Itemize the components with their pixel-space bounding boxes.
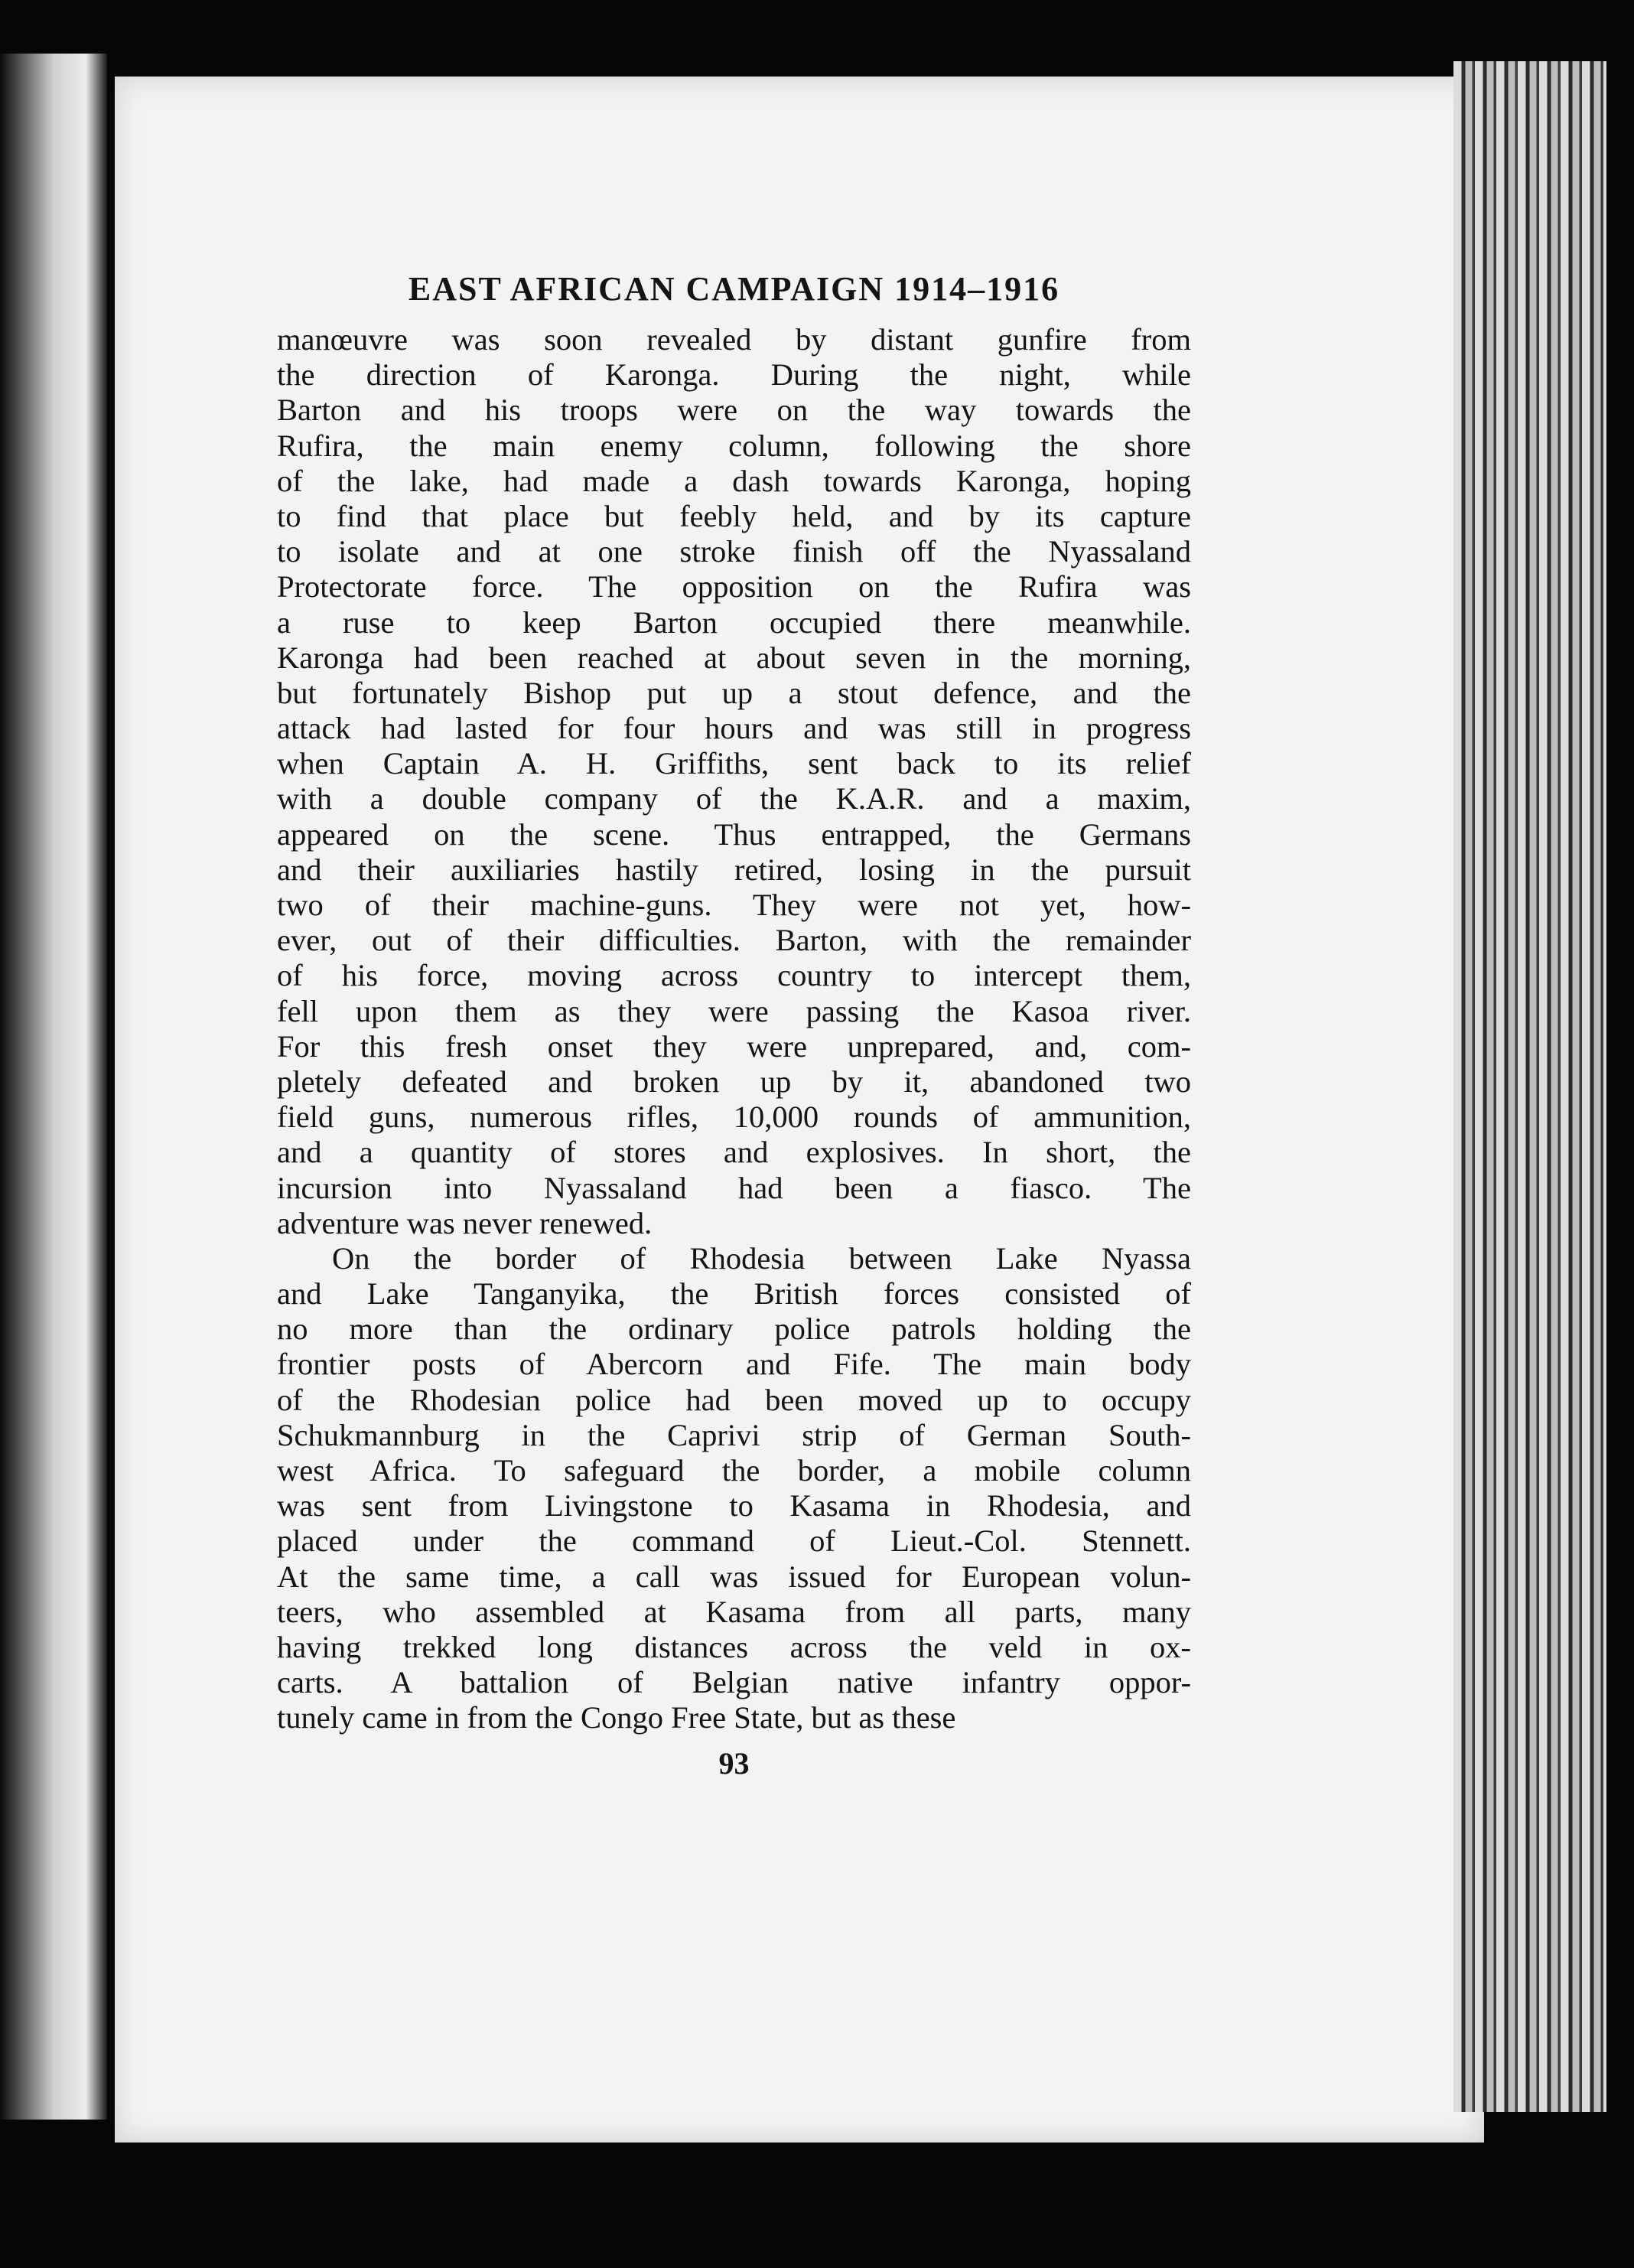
text-line: of the lake, had made a dash towards Karonga, hoping bbox=[277, 463, 1191, 498]
text-line: placed under the command of Lieut.-Col. Stennett. bbox=[277, 1523, 1191, 1559]
text-line: ever, out of their difficulties. Barton, with the remainder bbox=[277, 923, 1191, 958]
text-line: On the border of Rhodesia between Lake Nyassa bbox=[332, 1240, 1191, 1276]
text-line: to isolate and at one stroke finish off the Nyassaland bbox=[277, 534, 1191, 569]
previous-page-edge bbox=[0, 54, 107, 2120]
text-line: two of their machine-guns. They were not yet, how- bbox=[277, 888, 1191, 922]
text-line: the direction of Karonga. During the night, while bbox=[277, 357, 1191, 393]
text-line: Protectorate force. The opposition on the Rufira was bbox=[277, 569, 1191, 604]
text-line: carts. A battalion of Belgian native infantry oppor- bbox=[277, 1665, 1191, 1700]
page-text-block bbox=[277, 269, 1191, 1781]
text-line: tunely came in from the Congo Free State, but as these bbox=[277, 1700, 956, 1735]
text-line: of his force, moving across country to intercept them, bbox=[277, 958, 1191, 993]
running-head: EAST AFRICAN CAMPAIGN 1914–1916 bbox=[408, 270, 1060, 308]
text-line: and their auxiliaries hastily retired, losing in the pursuit bbox=[277, 852, 1191, 887]
text-line: frontier posts of Abercorn and Fife. The main body bbox=[277, 1347, 1191, 1382]
text-line: appeared on the scene. Thus entrapped, the Germans bbox=[277, 816, 1191, 852]
text-line: west Africa. To safeguard the border, a mobile column bbox=[277, 1453, 1191, 1488]
page-number: 93 bbox=[718, 1745, 750, 1781]
text-line: to find that place but feebly held, and by its capture bbox=[277, 498, 1191, 533]
text-line: adventure was never renewed. bbox=[277, 1205, 653, 1240]
text-line: Barton and his troops were on the way towards the bbox=[277, 393, 1191, 428]
text-line: Rufira, the main enemy column, following the shore bbox=[277, 428, 1191, 463]
text-line: field guns, numerous rifles, 10,000 rounds of ammunition, bbox=[277, 1100, 1191, 1135]
text-line: and a quantity of stores and explosives. In short, the bbox=[277, 1135, 1191, 1170]
text-line: incursion into Nyassaland had been a fiasco. The bbox=[277, 1170, 1191, 1205]
paragraph bbox=[277, 1241, 1191, 1736]
text-line: when Captain A. H. Griffiths, sent back to its relief bbox=[277, 746, 1191, 781]
text-line: fell upon them as they were passing the Kasoa river. bbox=[277, 993, 1191, 1028]
text-line: with a double company of the K.A.R. and a maxim, bbox=[277, 781, 1191, 816]
text-line: no more than the ordinary police patrols holding the bbox=[277, 1312, 1191, 1347]
text-line: Karonga had been reached at about seven in the morning, bbox=[277, 640, 1191, 675]
paragraph bbox=[277, 322, 1191, 1241]
text-line: of the Rhodesian police had been moved up to occupy bbox=[277, 1382, 1191, 1417]
text-line: At the same time, a call was issued for European volun- bbox=[277, 1559, 1191, 1594]
text-line: teers, who assembled at Kasama from all parts, many bbox=[277, 1594, 1191, 1629]
text-line: attack had lasted for four hours and was still in progress bbox=[277, 711, 1191, 746]
text-line: and Lake Tanganyika, the British forces consisted of bbox=[277, 1276, 1191, 1312]
body-text bbox=[277, 322, 1191, 1736]
text-line: but fortunately Bishop put up a stout defence, and the bbox=[277, 675, 1191, 710]
text-line: was sent from Livingstone to Kasama in Rhodesia, and bbox=[277, 1488, 1191, 1523]
page-fore-edge bbox=[1453, 61, 1606, 2112]
text-line: a ruse to keep Barton occupied there meanwhile. bbox=[277, 604, 1191, 640]
text-line: Schukmannburg in the Caprivi strip of German South- bbox=[277, 1417, 1191, 1452]
text-line: For this fresh onset they were unprepared, and, com- bbox=[277, 1028, 1191, 1064]
text-line: pletely defeated and broken up by it, abandoned two bbox=[277, 1064, 1191, 1099]
text-line: having trekked long distances across the veld in ox- bbox=[277, 1629, 1191, 1664]
text-line: manœuvre was soon revealed by distant gunfire from bbox=[277, 322, 1191, 357]
